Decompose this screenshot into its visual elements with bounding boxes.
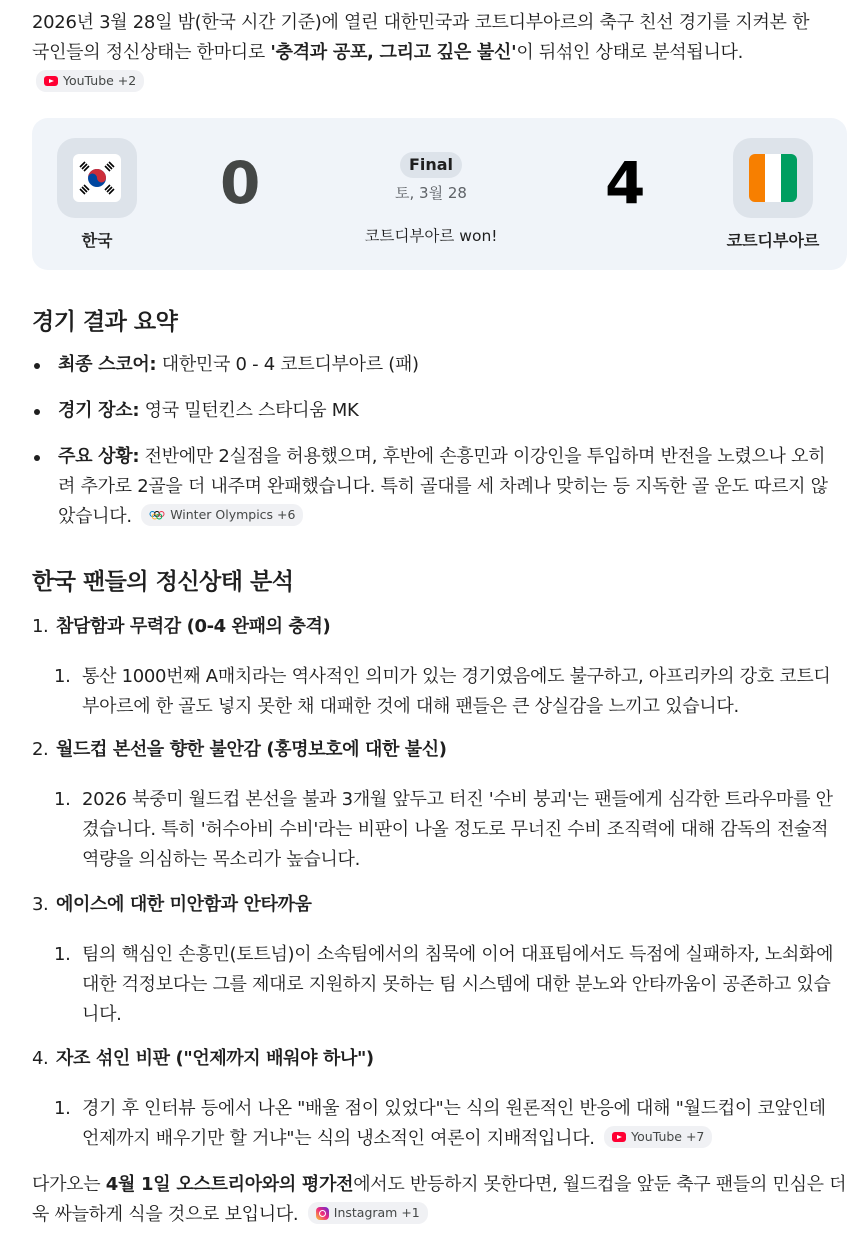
analysis-section	[32, 612, 847, 722]
closing-paragraph	[32, 1170, 847, 1230]
match-score-card[interactable]	[32, 118, 847, 270]
match-status-badge: Final	[400, 152, 462, 178]
section-title: 3. 에이스에 대한 미안함과 안타까움	[32, 894, 312, 915]
summary-text: 대한민국 0 - 4 코트디부아르 (패)	[156, 354, 419, 375]
match-date: 토, 3월 28	[395, 184, 467, 202]
olympic-rings-icon	[149, 508, 165, 522]
home-team-name: 한국	[81, 231, 113, 250]
summary-label: 최종 스코어:	[58, 354, 157, 375]
chip-label: YouTube +7	[631, 1129, 705, 1144]
chip-label: Winter Olympics +6	[170, 507, 296, 522]
youtube-icon	[44, 76, 58, 86]
summary-item	[32, 442, 842, 532]
summary-label: 경기 장소:	[58, 400, 140, 421]
cote-divoire-flag-icon	[749, 154, 797, 202]
analysis-heading: 한국 팬들의 정신상태 분석	[32, 569, 294, 595]
section-title: 2. 월드컵 본선을 향한 불안감 (홍명보호에 대한 불신)	[32, 739, 447, 760]
analysis-section	[32, 735, 847, 875]
intro-text-end: 이 뒤섞인 상태로 분석됩니다.	[516, 42, 744, 63]
closing-text-end: 에서도 반등하지 못한다면, 월드컵을 앞둔 축구 팬들의 민심은 더욱 싸늘하게 식을 것으로 보입니다.	[32, 1174, 847, 1225]
summary-heading: 경기 결과 요약	[32, 309, 178, 335]
section-detail: 1. 팀의 핵심인 손흥민(토트넘)이 소속팀에서의 침묵에 이어 대표팀에서도 득점에 실패하자, 노쇠화에 대한 걱정보다는 그를 제대로 지원하지 못하는 팀 시스템에 대한 분노와 안타까움이 공존하고 있습니다.	[54, 944, 834, 1025]
section-title: 4. 자조 섞인 비판 ("언제까지 배워야 하나")	[32, 1048, 374, 1069]
source-chip-youtube[interactable]	[604, 1126, 712, 1148]
intro-highlight: '충격과 공포, 그리고 깊은 불신'	[270, 42, 517, 63]
closing-highlight: 4월 1일 오스트리아와의 평가전	[105, 1174, 354, 1195]
analysis-section	[32, 1044, 847, 1154]
summary-text: 영국 밀턴킨스 스타디움 MK	[139, 400, 359, 421]
match-result: 코트디부아르 won!	[364, 227, 498, 245]
section-detail: 1. 경기 후 인터뷰 등에서 나온 "배울 점이 있었다"는 식의 원론적인 반응에 대해 "월드컵이 코앞인데 언제까지 배우기만 할 거냐"는 식의 냉소적인 여론이 지배적입니다. YouTube +7	[54, 1098, 826, 1149]
source-chip-youtube[interactable]	[36, 70, 144, 92]
intro-text: 2026년 3월 28일 밤(한국 시간 기준)에 열린 대한민국과 코트디부아르의 축구 친선 경기를 지켜본 한국인들의 정신상태는 한마디로	[32, 12, 810, 63]
summary-text: 전반에만 2실점을 허용했으며, 후반에 손흥민과 이강인을 투입하며 반전을 노렸으나 오히려 추가로 2골을 더 내주며 완패했습니다. 특히 골대를 세 차례나 맞히는 등 지독한 골 운도 따르지 않았습니다.	[58, 446, 828, 527]
intro-paragraph	[32, 8, 822, 98]
instagram-icon	[316, 1207, 329, 1220]
section-detail: 1. 2026 북중미 월드컵 본선을 불과 3개월 앞두고 터진 '수비 붕괴'는 팬들에게 심각한 트라우마를 안겼습니다. 특히 '허수아비 수비'라는 비판이 나올 정도로 무너진 수비 조직력에 대해 감독의 전술적 역량을 의심하는 목소리가 높습니다.	[54, 789, 833, 870]
summary-item	[32, 396, 842, 426]
away-score: 4	[605, 149, 646, 217]
summary-item	[32, 350, 842, 380]
section-detail: 1. 통산 1000번째 A매치라는 역사적인 의미가 있는 경기였음에도 불구하고, 아프리카의 강호 코트디부아르에 한 골도 넣지 못한 채 대패한 것에 대해 팬들은 큰 상실감을 느끼고 있습니다.	[54, 666, 831, 717]
youtube-icon	[612, 1132, 626, 1142]
home-score: 0	[220, 149, 261, 217]
summary-list	[32, 350, 842, 532]
away-team-name: 코트디부아르	[726, 231, 820, 250]
chip-label: Instagram +1	[333, 1205, 420, 1220]
section-title: 1. 참담함과 무력감 (0-4 완패의 충격)	[32, 616, 331, 637]
home-team-logo	[57, 138, 137, 218]
source-chip-olympics[interactable]	[141, 504, 303, 526]
summary-label: 주요 상황:	[58, 446, 140, 467]
away-team-logo	[733, 138, 813, 218]
closing-text: 다가오는	[32, 1174, 106, 1195]
chip-label: YouTube +2	[63, 73, 137, 88]
source-chip-instagram[interactable]	[308, 1202, 428, 1224]
korea-flag-icon	[73, 154, 121, 202]
analysis-section	[32, 890, 847, 1030]
